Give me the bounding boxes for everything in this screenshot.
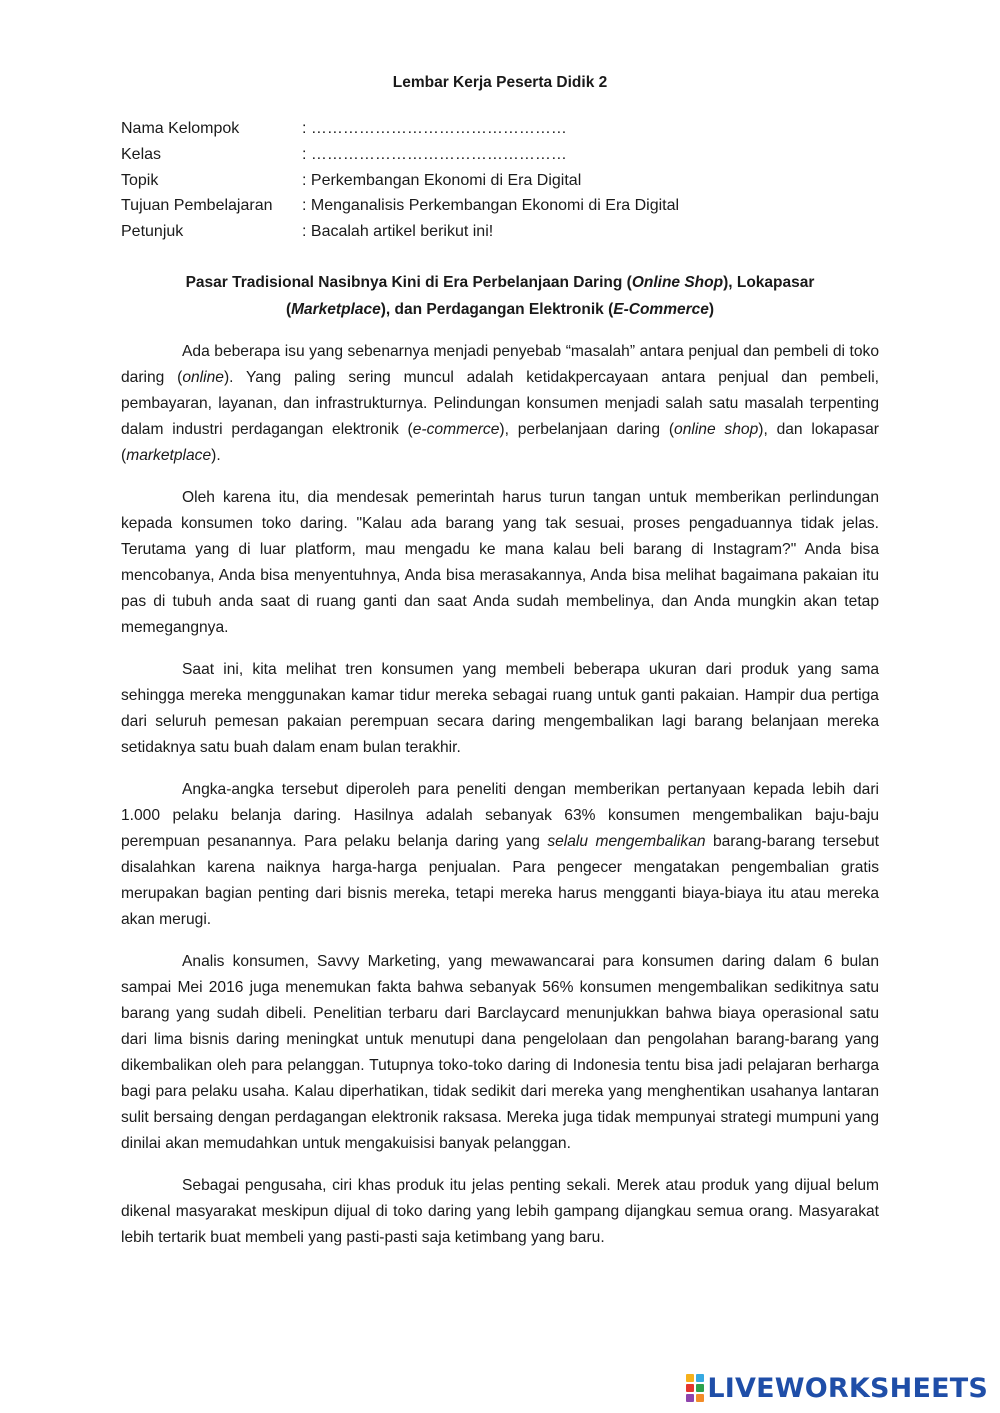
info-row [121,142,679,168]
article-paragraph [121,777,879,933]
info-row [121,168,679,194]
page-title: Lembar Kerja Peserta Didik 2 [392,74,608,91]
info-label: Topik [121,171,159,189]
info-row [121,219,679,245]
text-run: barang-barang tersebut disalahkan karena naiknya harga-harga penjualan. Para pengecer mengatakan pengembalian gratis merupakan bagian penting dari bisnis mereka, tetapi mereka harus mengganti biaya-biaya itu atau mereka akan merugi. [121,833,879,928]
info-table [121,116,679,245]
italic-term: Marketplace [291,300,381,318]
text-run: ). [211,447,221,464]
info-row [121,193,679,219]
info-value: : ………………………………………… [302,145,567,163]
italic-term: online [182,369,224,386]
italic-term: online shop [674,421,759,438]
logo-square [696,1374,704,1382]
info-label: Petunjuk [121,223,184,241]
liveworksheets-logo-icon [685,1373,705,1403]
article-paragraph [121,657,879,761]
info-row [121,116,679,142]
text-run: Saat ini, kita melihat tren konsumen yang membeli beberapa ukuran dari produk yang sama sehingga mereka menggunakan kamar tidur mereka sebagai ruang untuk ganti pakaian. Hampir dua pertiga dari seluruh pemesan pakaian perempuan secara daring mengembalikan lagi barang belanjaan mereka setidaknya satu buah dalam enam bulan terakhir. [121,661,879,756]
text-run: ), dan lokapasar ( [121,421,879,464]
text-run: ). Yang paling sering muncul adalah ketidakpercayaan antara penjual dan pembeli, pembayaran, layanan, dan infrastrukturnya. Pelindungan konsumen menjadi salah satu masalah terpenting dalam industri perdagangan elektronik ( [121,369,879,438]
text-run: Ada beberapa isu yang sebenarnya menjadi penyebab “masalah” antara penjual dan pembeli di toko daring ( [121,343,879,386]
text-run: ), perbelanjaan daring ( [499,421,675,438]
logo-square [696,1384,704,1392]
text-run: Sebagai pengusaha, ciri khas produk itu jelas penting sekali. Merek atau produk yang dijual belum dikenal masyarakat meskipun dijual di toko daring yang lebih gampang dijangkau semua orang. Masyarakat lebih tertarik buat membeli yang pasti-pasti saja ketimbang yang baru. [121,1177,879,1246]
article-paragraph [121,949,879,1157]
text-run: Pasar Tradisional Nasibnya Kini di Era Perbelanjaan Daring ( [185,274,632,291]
italic-term: Online Shop [631,274,724,291]
logo-square [686,1384,694,1392]
liveworksheets-brand [685,1371,988,1405]
info-label: Tujuan Pembelajaran [121,197,273,215]
info-label: Kelas [121,145,162,163]
info-value: : Perkembangan Ekonomi di Era Digital [302,171,582,189]
info-value: : Bacalah artikel berikut ini! [302,223,494,241]
article-paragraph [121,339,879,469]
article-body [121,339,879,1267]
info-value: : ………………………………………… [302,120,567,137]
text-run: Analis konsumen, Savvy Marketing, yang mewawancarai para konsumen daring dalam 6 bulan sampai Mei 2016 juga menemukan fakta bahwa sebanyak 56% konsumen mengembalikan sedikitnya satu barang yang sudah dibeli. Penelitian terbaru dari Barclaycard menunjukkan bahwa biaya operasional satu dari lima bisnis daring meningkat untuk menutupi dana pengelolaan dan pengolahan barang-barang yang dikembalikan oleh para pelanggan. Tutupnya toko-toko daring di Indonesia tentu bisa jadi pelajaran berharga bagi para pelaku usaha. Kalau diperhatikan, tidak sedikit dari mereka yang menghentikan usahanya lantaran sulit bersaing dengan perdagangan elektronik raksasa. Mereka juga tidak mempunyai strategi mumpuni yang dinilai akan memudahkan untuk mengakuisisi banyak pelanggan. [121,953,879,1152]
text-run: Oleh karena itu, dia mendesak pemerintah harus turun tangan untuk memberikan perlindungan kepada konsumen toko daring. "Kalau ada barang yang tak sesuai, proses pengaduannya tidak jelas. Terutama yang di luar platform, mau mengadu ke mana kalau beli barang di Instagram?" Anda bisa mencobanya, Anda bisa menyentuhnya, Anda bisa merasakannya, Anda bisa melihat bagaimana pakaian itu pas di tubuh anda saat di ruang ganti dan saat Anda sudah membelinya, dan Anda mungkin akan tetap memegangnya. [121,489,879,636]
text-run: ), Lokapasar ( [285,274,815,318]
logo-square [686,1394,694,1402]
logo-square [696,1394,704,1402]
brand-text: LIVEWORKSHEETS [707,1372,988,1404]
text-run: ) [708,300,715,318]
italic-term: E-Commerce [613,300,709,318]
article-paragraph [121,485,879,641]
italic-term: marketplace [126,447,212,464]
text-run: Angka-angka tersebut diperoleh para peneliti dengan memberikan pertanyaan kepada lebih dari 1.000 pelaku belanja daring. Hasilnya adalah sebanyak 63% konsumen mengembalikan baju-baju perempuan pesanannya. Para pelaku belanja daring yang [121,781,879,850]
article-title [150,270,850,323]
article-paragraph [121,1173,879,1251]
italic-term: selalu mengembalikan [547,833,706,850]
italic-term: e-commerce [412,421,500,438]
info-value: : Menganalisis Perkembangan Ekonomi di Era Digital [302,197,680,215]
text-run: ), dan Perdagangan Elektronik ( [380,300,614,318]
info-label: Nama Kelompok [121,120,240,137]
logo-square [686,1374,694,1382]
